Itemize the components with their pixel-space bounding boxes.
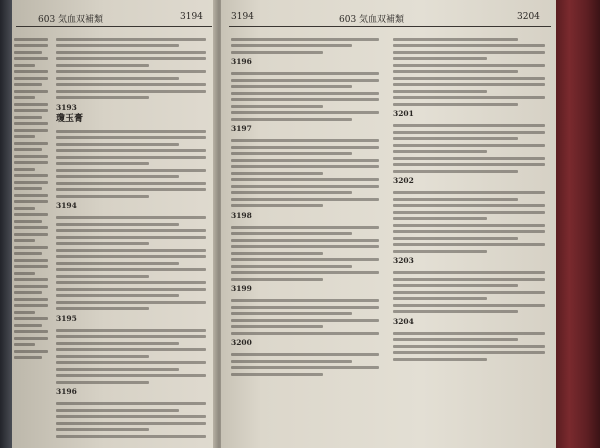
entry-number: 3198 xyxy=(231,210,252,220)
left-page xyxy=(12,0,217,448)
entry xyxy=(393,256,545,266)
entry-number: 3201 xyxy=(393,109,414,118)
entry xyxy=(231,338,379,348)
left-page-section-header: 603 気血双補類 xyxy=(38,15,104,25)
right-page xyxy=(221,0,556,448)
entry-number: 3196 xyxy=(231,57,252,66)
entry-number: 3199 xyxy=(231,284,252,293)
entry xyxy=(231,124,379,134)
right-header-rule xyxy=(229,26,551,27)
entry-number: 3194 xyxy=(56,201,77,210)
right-column-1 xyxy=(231,34,379,442)
entry xyxy=(231,284,379,294)
entry-number: 3195 xyxy=(56,313,77,323)
left-column-1 xyxy=(14,34,48,442)
entry xyxy=(393,109,545,119)
book-cover-edge xyxy=(556,0,600,448)
right-page-section-header: 603 気血双補類 xyxy=(339,15,405,25)
entry xyxy=(393,176,545,186)
entry-number: 3204 xyxy=(393,316,414,326)
right-column-2 xyxy=(393,34,545,442)
entry xyxy=(393,317,545,327)
entry-number: 3200 xyxy=(231,338,252,347)
entry xyxy=(56,103,206,125)
entry-number: 3196 xyxy=(56,387,77,396)
book-spine-edge xyxy=(0,0,12,448)
entry xyxy=(231,211,379,221)
entry-number: 3197 xyxy=(231,124,252,133)
left-column-2 xyxy=(56,34,206,442)
entry xyxy=(56,314,206,324)
entry xyxy=(56,201,206,211)
right-page-number-left: 3194 xyxy=(231,12,254,22)
right-page-number-right: 3204 xyxy=(517,12,540,22)
left-page-number: 3194 xyxy=(180,12,203,22)
entry xyxy=(231,57,379,67)
entry-number: 3202 xyxy=(393,176,414,185)
entry-number: 3193 xyxy=(56,102,77,112)
entry xyxy=(56,387,206,397)
left-header-rule xyxy=(16,26,212,27)
entry-title: 瓊玉膏 xyxy=(56,113,84,124)
entry-number: 3203 xyxy=(393,256,414,265)
